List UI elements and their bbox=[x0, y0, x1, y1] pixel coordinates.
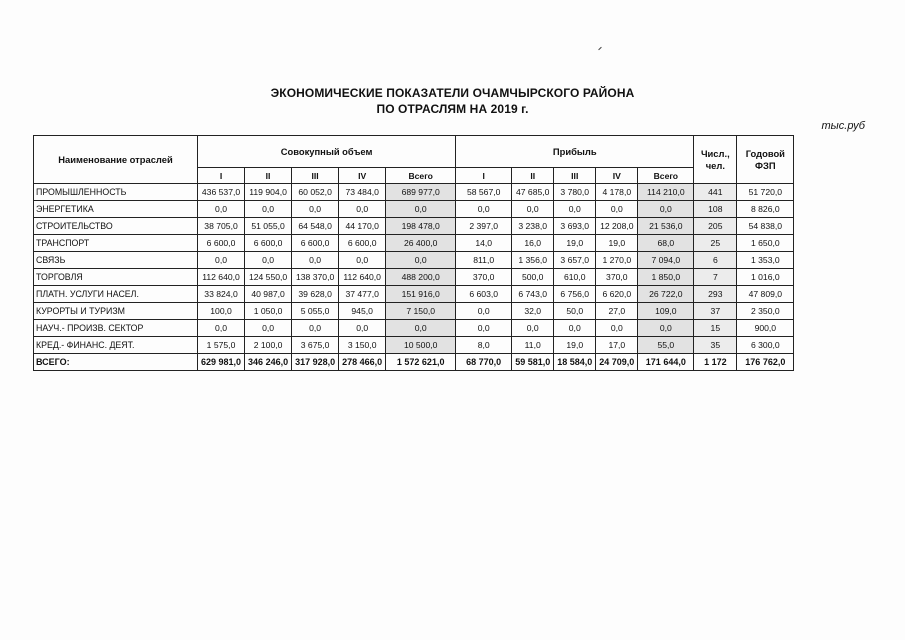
sector-name-cell: ЭНЕРГЕТИКА bbox=[34, 201, 198, 218]
volume-cell: 0,0 bbox=[245, 252, 292, 269]
volume-cell: 138 370,0 bbox=[292, 269, 339, 286]
sector-name-cell: ТРАНСПОРТ bbox=[34, 235, 198, 252]
profit-cell: 8,0 bbox=[456, 337, 512, 354]
profit-cell: 26 722,0 bbox=[638, 286, 694, 303]
volume-cell: 0,0 bbox=[292, 252, 339, 269]
profit-cell: 114 210,0 bbox=[638, 184, 694, 201]
payroll-cell: 47 809,0 bbox=[737, 286, 794, 303]
volume-cell: 198 478,0 bbox=[386, 218, 456, 235]
profit-cell: 0,0 bbox=[512, 201, 554, 218]
payroll-cell: 1 353,0 bbox=[737, 252, 794, 269]
header-staff: Числ., чел. bbox=[694, 136, 737, 184]
volume-cell: 0,0 bbox=[292, 201, 339, 218]
volume-cell: 6 600,0 bbox=[198, 235, 245, 252]
profit-cell: 811,0 bbox=[456, 252, 512, 269]
volume-cell: 6 600,0 bbox=[245, 235, 292, 252]
profit-cell: 11,0 bbox=[512, 337, 554, 354]
volume-cell: 346 246,0 bbox=[245, 354, 292, 371]
profit-cell: 370,0 bbox=[456, 269, 512, 286]
volume-cell: 1 050,0 bbox=[245, 303, 292, 320]
profit-cell: 19,0 bbox=[554, 337, 596, 354]
volume-cell: 112 640,0 bbox=[198, 269, 245, 286]
volume-cell: 0,0 bbox=[198, 201, 245, 218]
staff-cell: 25 bbox=[694, 235, 737, 252]
volume-cell: 0,0 bbox=[339, 252, 386, 269]
header-volume-col-3: IV bbox=[339, 168, 386, 184]
volume-cell: 629 981,0 bbox=[198, 354, 245, 371]
staff-cell: 35 bbox=[694, 337, 737, 354]
profit-cell: 3 693,0 bbox=[554, 218, 596, 235]
profit-cell: 55,0 bbox=[638, 337, 694, 354]
header-profit-col-0: I bbox=[456, 168, 512, 184]
volume-cell: 0,0 bbox=[245, 201, 292, 218]
table-row bbox=[34, 320, 794, 337]
sector-name-cell: ПЛАТН. УСЛУГИ НАСЕЛ. bbox=[34, 286, 198, 303]
volume-cell: 100,0 bbox=[198, 303, 245, 320]
volume-cell: 2 100,0 bbox=[245, 337, 292, 354]
staff-cell: 6 bbox=[694, 252, 737, 269]
header-volume-col-4: Всего bbox=[386, 168, 456, 184]
volume-cell: 64 548,0 bbox=[292, 218, 339, 235]
header-profit-col-4: Всего bbox=[638, 168, 694, 184]
profit-cell: 68,0 bbox=[638, 235, 694, 252]
payroll-cell: 2 350,0 bbox=[737, 303, 794, 320]
profit-cell: 58 567,0 bbox=[456, 184, 512, 201]
profit-cell: 47 685,0 bbox=[512, 184, 554, 201]
volume-cell: 436 537,0 bbox=[198, 184, 245, 201]
volume-cell: 151 916,0 bbox=[386, 286, 456, 303]
profit-cell: 18 584,0 bbox=[554, 354, 596, 371]
report-subtitle: ПО ОТРАСЛЯМ НА 2019 г. bbox=[376, 102, 529, 116]
profit-cell: 610,0 bbox=[554, 269, 596, 286]
profit-cell: 1 850,0 bbox=[638, 269, 694, 286]
volume-cell: 38 705,0 bbox=[198, 218, 245, 235]
volume-cell: 0,0 bbox=[386, 201, 456, 218]
staff-cell: 441 bbox=[694, 184, 737, 201]
payroll-cell: 54 838,0 bbox=[737, 218, 794, 235]
profit-cell: 0,0 bbox=[638, 201, 694, 218]
staff-cell: 205 bbox=[694, 218, 737, 235]
profit-cell: 0,0 bbox=[456, 320, 512, 337]
volume-cell: 33 824,0 bbox=[198, 286, 245, 303]
header-profit-col-1: II bbox=[512, 168, 554, 184]
table-row bbox=[34, 235, 794, 252]
header-payroll: Годовой ФЗП bbox=[737, 136, 794, 184]
volume-cell: 40 987,0 bbox=[245, 286, 292, 303]
profit-cell: 1 270,0 bbox=[596, 252, 638, 269]
volume-cell: 10 500,0 bbox=[386, 337, 456, 354]
payroll-cell: 8 826,0 bbox=[737, 201, 794, 218]
table-row bbox=[34, 286, 794, 303]
staff-cell: 15 bbox=[694, 320, 737, 337]
volume-cell: 6 600,0 bbox=[292, 235, 339, 252]
header-profit-col-2: III bbox=[554, 168, 596, 184]
staff-cell: 293 bbox=[694, 286, 737, 303]
payroll-cell: 6 300,0 bbox=[737, 337, 794, 354]
volume-cell: 119 904,0 bbox=[245, 184, 292, 201]
header-volume-col-0: I bbox=[198, 168, 245, 184]
volume-cell: 124 550,0 bbox=[245, 269, 292, 286]
staff-cell: 108 bbox=[694, 201, 737, 218]
header-volume-col-2: III bbox=[292, 168, 339, 184]
profit-cell: 6 603,0 bbox=[456, 286, 512, 303]
volume-cell: 488 200,0 bbox=[386, 269, 456, 286]
profit-cell: 500,0 bbox=[512, 269, 554, 286]
volume-cell: 945,0 bbox=[339, 303, 386, 320]
sector-name-cell: СВЯЗЬ bbox=[34, 252, 198, 269]
volume-cell: 0,0 bbox=[198, 320, 245, 337]
profit-cell: 0,0 bbox=[596, 201, 638, 218]
volume-cell: 26 400,0 bbox=[386, 235, 456, 252]
volume-cell: 689 977,0 bbox=[386, 184, 456, 201]
profit-cell: 6 743,0 bbox=[512, 286, 554, 303]
indicators-table bbox=[33, 135, 794, 371]
volume-cell: 112 640,0 bbox=[339, 269, 386, 286]
profit-cell: 59 581,0 bbox=[512, 354, 554, 371]
profit-cell: 0,0 bbox=[638, 320, 694, 337]
payroll-cell: 1 650,0 bbox=[737, 235, 794, 252]
unit-label: тыс.руб bbox=[821, 120, 865, 132]
profit-cell: 0,0 bbox=[456, 303, 512, 320]
volume-cell: 1 572 621,0 bbox=[386, 354, 456, 371]
header-profit: Прибыль bbox=[456, 136, 694, 168]
profit-cell: 0,0 bbox=[512, 320, 554, 337]
profit-cell: 7 094,0 bbox=[638, 252, 694, 269]
profit-cell: 68 770,0 bbox=[456, 354, 512, 371]
profit-cell: 32,0 bbox=[512, 303, 554, 320]
profit-cell: 21 536,0 bbox=[638, 218, 694, 235]
volume-cell: 5 055,0 bbox=[292, 303, 339, 320]
staff-cell: 1 172 bbox=[694, 354, 737, 371]
volume-cell: 1 575,0 bbox=[198, 337, 245, 354]
volume-cell: 0,0 bbox=[198, 252, 245, 269]
profit-cell: 17,0 bbox=[596, 337, 638, 354]
profit-cell: 370,0 bbox=[596, 269, 638, 286]
report-title: ЭКОНОМИЧЕСКИЕ ПОКАЗАТЕЛИ ОЧАМЧЫРСКОГО РАЙОНА bbox=[270, 86, 635, 100]
volume-cell: 0,0 bbox=[386, 252, 456, 269]
table-row bbox=[34, 303, 794, 320]
sector-name-cell: НАУЧ.- ПРОИЗВ. СЕКТОР bbox=[34, 320, 198, 337]
profit-cell: 12 208,0 bbox=[596, 218, 638, 235]
volume-cell: 44 170,0 bbox=[339, 218, 386, 235]
volume-cell: 278 466,0 bbox=[339, 354, 386, 371]
profit-cell: 16,0 bbox=[512, 235, 554, 252]
table-row bbox=[34, 252, 794, 269]
sector-name-cell: ТОРГОВЛЯ bbox=[34, 269, 198, 286]
volume-cell: 7 150,0 bbox=[386, 303, 456, 320]
volume-cell: 0,0 bbox=[292, 320, 339, 337]
profit-cell: 4 178,0 bbox=[596, 184, 638, 201]
header-volume: Совокупный объем bbox=[198, 136, 456, 168]
sector-name-cell: КРЕД.- ФИНАНС. ДЕЯТ. bbox=[34, 337, 198, 354]
staff-cell: 37 bbox=[694, 303, 737, 320]
payroll-cell: 176 762,0 bbox=[737, 354, 794, 371]
volume-cell: 39 628,0 bbox=[292, 286, 339, 303]
volume-cell: 0,0 bbox=[339, 320, 386, 337]
sector-name-cell: СТРОИТЕЛЬСТВО bbox=[34, 218, 198, 235]
header-volume-col-1: II bbox=[245, 168, 292, 184]
table-row bbox=[34, 269, 794, 286]
profit-cell: 1 356,0 bbox=[512, 252, 554, 269]
table-row bbox=[34, 218, 794, 235]
volume-cell: 0,0 bbox=[245, 320, 292, 337]
profit-cell: 6 756,0 bbox=[554, 286, 596, 303]
volume-cell: 37 477,0 bbox=[339, 286, 386, 303]
volume-cell: 6 600,0 bbox=[339, 235, 386, 252]
volume-cell: 3 150,0 bbox=[339, 337, 386, 354]
profit-cell: 109,0 bbox=[638, 303, 694, 320]
volume-cell: 73 484,0 bbox=[339, 184, 386, 201]
volume-cell: 0,0 bbox=[339, 201, 386, 218]
table-row bbox=[34, 337, 794, 354]
sector-name-cell: ВСЕГО: bbox=[34, 354, 198, 371]
profit-cell: 171 644,0 bbox=[638, 354, 694, 371]
table-row bbox=[34, 201, 794, 218]
sector-name-cell: КУРОРТЫ И ТУРИЗМ bbox=[34, 303, 198, 320]
table-row bbox=[34, 184, 794, 201]
profit-cell: 14,0 bbox=[456, 235, 512, 252]
profit-cell: 0,0 bbox=[456, 201, 512, 218]
header-sector-name: Наименование отраслей bbox=[34, 136, 198, 184]
header-profit-col-3: IV bbox=[596, 168, 638, 184]
profit-cell: 24 709,0 bbox=[596, 354, 638, 371]
staff-cell: 7 bbox=[694, 269, 737, 286]
pen-mark bbox=[598, 47, 602, 51]
profit-cell: 6 620,0 bbox=[596, 286, 638, 303]
profit-cell: 19,0 bbox=[596, 235, 638, 252]
profit-cell: 2 397,0 bbox=[456, 218, 512, 235]
profit-cell: 19,0 bbox=[554, 235, 596, 252]
payroll-cell: 900,0 bbox=[737, 320, 794, 337]
volume-cell: 317 928,0 bbox=[292, 354, 339, 371]
profit-cell: 50,0 bbox=[554, 303, 596, 320]
profit-cell: 3 238,0 bbox=[512, 218, 554, 235]
payroll-cell: 51 720,0 bbox=[737, 184, 794, 201]
volume-cell: 51 055,0 bbox=[245, 218, 292, 235]
profit-cell: 3 780,0 bbox=[554, 184, 596, 201]
profit-cell: 0,0 bbox=[554, 320, 596, 337]
profit-cell: 27,0 bbox=[596, 303, 638, 320]
total-row bbox=[34, 354, 794, 371]
profit-cell: 3 657,0 bbox=[554, 252, 596, 269]
sector-name-cell: ПРОМЫШЛЕННОСТЬ bbox=[34, 184, 198, 201]
volume-cell: 0,0 bbox=[386, 320, 456, 337]
volume-cell: 3 675,0 bbox=[292, 337, 339, 354]
volume-cell: 60 052,0 bbox=[292, 184, 339, 201]
profit-cell: 0,0 bbox=[596, 320, 638, 337]
payroll-cell: 1 016,0 bbox=[737, 269, 794, 286]
profit-cell: 0,0 bbox=[554, 201, 596, 218]
